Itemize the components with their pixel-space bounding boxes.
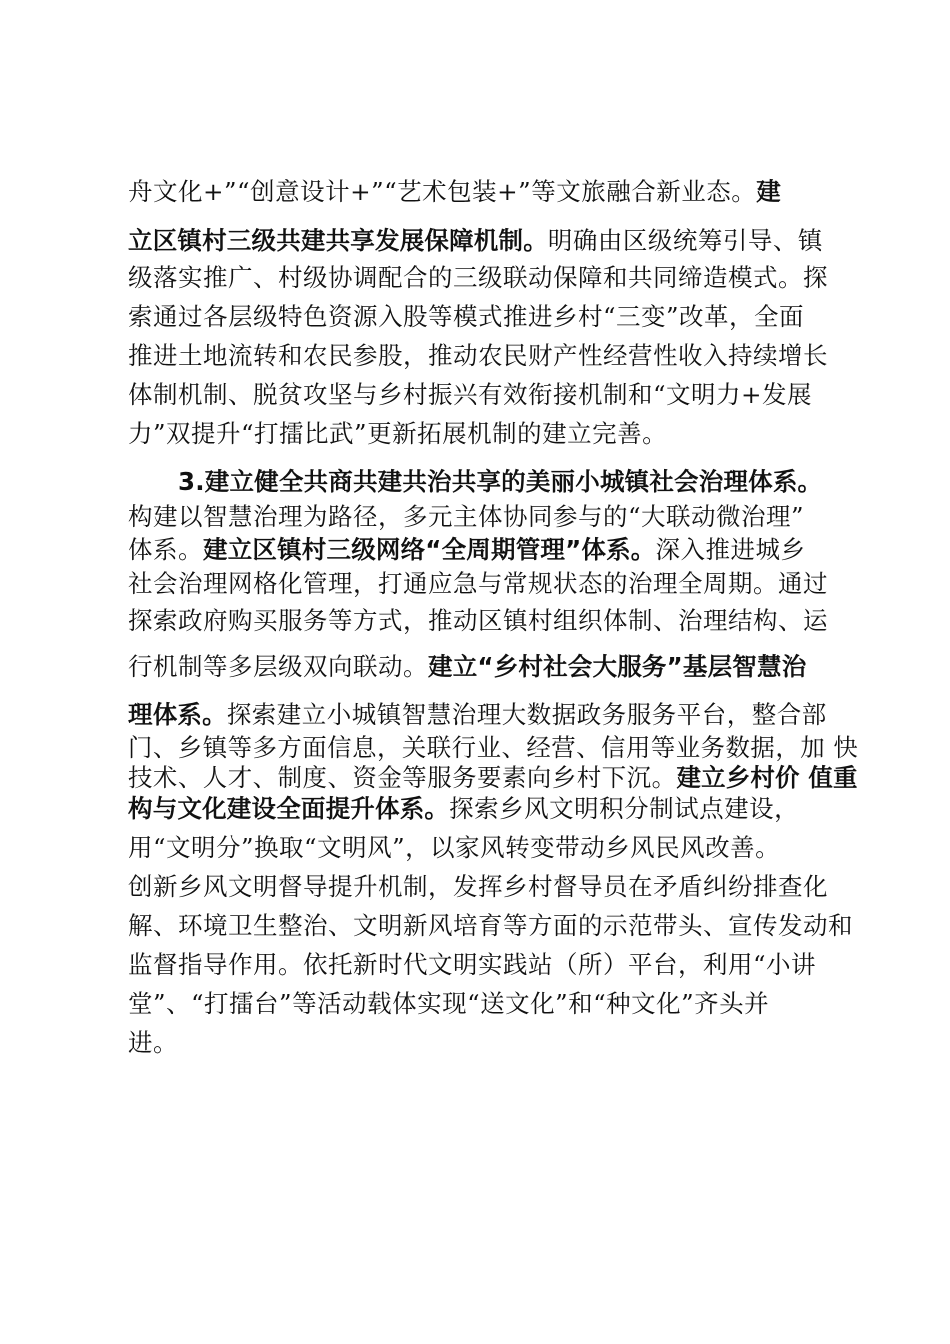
text-segment: 行机制等多层级双向联动。 bbox=[128, 652, 428, 681]
bold-heading-segment: 建立区镇村三级网络“全周期管理”体系。 bbox=[203, 535, 656, 564]
bold-heading-segment: 建 bbox=[756, 177, 781, 206]
text-segment: 监督指导作用。依托新时代文明实践站（所）平台，利用“小讲 bbox=[128, 950, 817, 979]
text-segment: 探索建立小城镇智慧治理大数据政务服务平台，整合部 bbox=[226, 700, 827, 729]
text-segment: 构建以智慧治理为路径，多元主体协同参与的“大联动微治理” bbox=[128, 502, 805, 531]
text-line bbox=[128, 872, 828, 902]
bold-heading-segment: 建立“乡村社会大服务”基层智慧治 bbox=[428, 652, 807, 681]
text-segment: 深入推进城乡 bbox=[655, 535, 806, 564]
text-line bbox=[128, 1028, 178, 1058]
text-segment: 技术、人才、制度、资金等服务要素向乡村下沉。 bbox=[128, 763, 677, 792]
text-segment: 舟文化+”“创意设计+”“艺术包装+”等文旅融合新业态。 bbox=[128, 177, 757, 206]
text-segment: 级落实推广、村级协调配合的三级联动保障和共同缔造模式。探 bbox=[128, 263, 828, 292]
text-segment: 推进土地流转和农民参股，推动农民财产性经营性收入持续增长 bbox=[128, 341, 828, 370]
section-heading bbox=[178, 467, 822, 497]
text-line bbox=[128, 502, 804, 532]
text-segment: 索通过各层级特色资源入股等模式推进乡村“三变”改革，全面 bbox=[128, 302, 805, 331]
text-segment: 社会治理网格化管理，打通应急与常规状态的治理全周期。通过 bbox=[128, 569, 828, 598]
text-line bbox=[128, 700, 827, 730]
text-line bbox=[128, 763, 858, 793]
text-segment: 体制机制、脱贫攻坚与乡村振兴有效衔接机制和“文明力+发展 bbox=[128, 380, 813, 409]
text-line bbox=[128, 833, 780, 863]
text-segment: 探索政府购买服务等方式，推动区镇村组织体制、治理结构、运 bbox=[128, 606, 828, 635]
text-line bbox=[128, 950, 816, 980]
text-line bbox=[128, 733, 858, 763]
text-line bbox=[128, 569, 828, 599]
text-line bbox=[128, 302, 804, 332]
text-segment: 用“文明分”换取“文明风”，以家风转变带动乡风民风改善。 bbox=[128, 833, 781, 862]
text-line bbox=[128, 263, 828, 293]
bold-heading-segment: 建立乡村价 值重 bbox=[676, 763, 858, 792]
text-segment: 堂”、“打擂台”等活动载体实现“送文化”和“种文化”齐头并 bbox=[128, 989, 770, 1018]
bold-heading-segment: 3.建立健全共商共建共治共享的美丽小城镇社会治理体系。 bbox=[178, 467, 823, 496]
bold-heading-segment: 立区镇村三级共建共享发展保障机制。 bbox=[128, 226, 548, 255]
text-line bbox=[128, 794, 799, 824]
text-line bbox=[128, 177, 781, 207]
text-segment: 创新乡风文明督导提升机制，发挥乡村督导员在矛盾纠纷排查化 bbox=[128, 872, 828, 901]
text-segment: 解、环境卫生整治、文明新风培育等方面的示范带头、宣传发动和 bbox=[128, 911, 853, 940]
text-line bbox=[128, 911, 853, 941]
text-segment: 体系。 bbox=[128, 535, 203, 564]
text-line bbox=[128, 606, 828, 636]
text-segment: 探索乡风文明积分制试点建设， bbox=[449, 794, 800, 823]
text-segment: 明确由区级统筹引导、镇 bbox=[547, 226, 823, 255]
text-line bbox=[128, 419, 667, 449]
text-line bbox=[128, 989, 769, 1019]
text-segment: 门、乡镇等多方面信息，关联行业、经营、信用等业务数据，加 快 bbox=[128, 733, 859, 762]
text-line bbox=[128, 341, 828, 371]
text-line bbox=[128, 226, 823, 256]
bold-heading-segment: 构与文化建设全面提升体系。 bbox=[128, 794, 450, 823]
text-segment: 力”双提升“打擂比武”更新拓展机制的建立完善。 bbox=[128, 419, 668, 448]
text-line bbox=[128, 535, 806, 565]
text-line bbox=[128, 652, 806, 682]
text-segment: 进。 bbox=[128, 1028, 178, 1057]
text-line bbox=[128, 380, 812, 410]
bold-heading-segment: 理体系。 bbox=[128, 700, 227, 729]
